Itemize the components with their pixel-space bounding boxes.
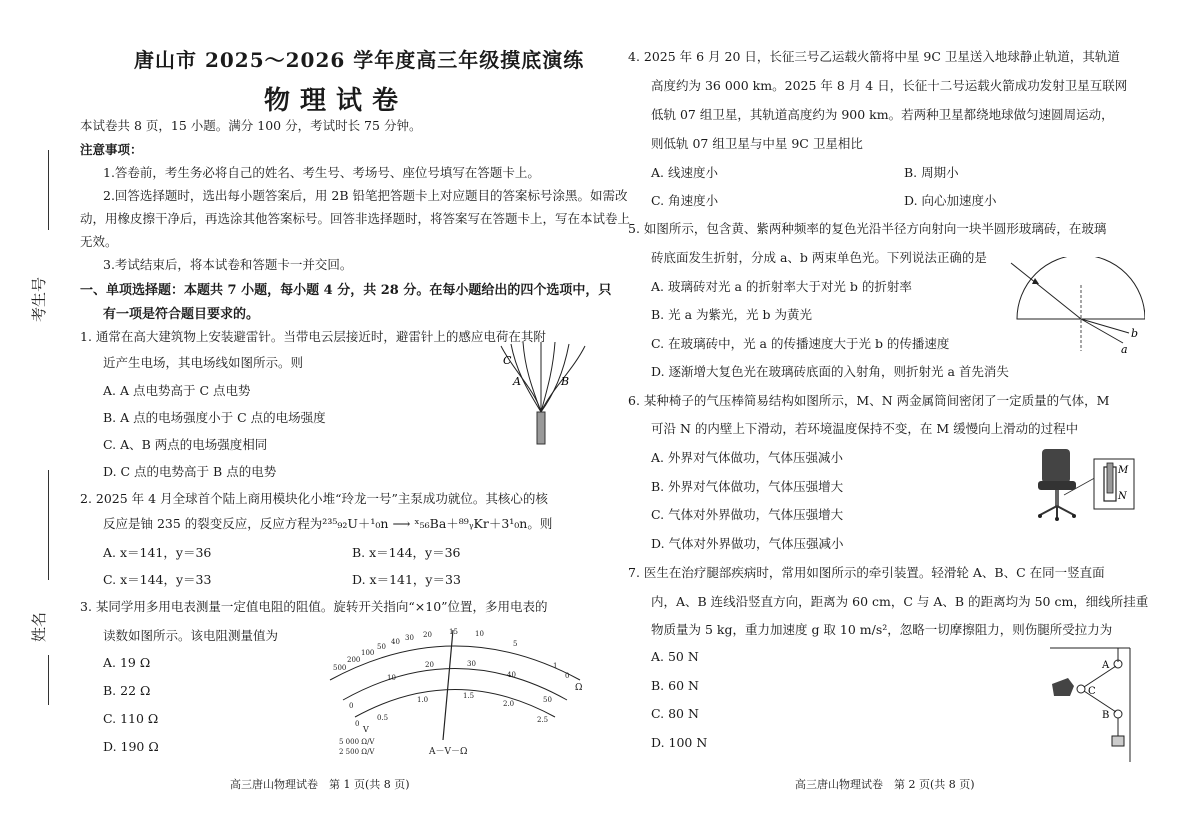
meter-mid-tick-3: 20 [425, 661, 434, 669]
q1-fig-label-c: C [503, 354, 512, 367]
q2-option-d: D. x＝141，y＝33 [352, 572, 461, 587]
q6-fig-label-n: N [1118, 491, 1127, 502]
meter-top-tick-1: 500 [333, 664, 347, 672]
notice-1: 1.答卷前，考生务必将自己的姓名、考生号、考场号、座位号填写在答题卡上。 [103, 165, 540, 180]
q6-stem: 6. 某种椅子的气压棒简易结构如图所示，M、N 两金属筒间密闭了一定质量的气体，M [628, 393, 1110, 408]
meter-top-tick-5: 40 [391, 638, 400, 646]
meter-ohm-symbol: Ω [575, 683, 583, 693]
meter-bottom-tick-1: 0 [355, 720, 360, 728]
meter-mid-tick-4: 30 [467, 660, 476, 668]
meter-spec-2: 2 500 Ω/V [339, 748, 375, 756]
notice-header: 注意事项： [80, 142, 143, 157]
q1-stem: 1. 通常在高大建筑物上安装避雷针。当带电云层接近时，避雷针上的感应电荷在其附 [80, 329, 546, 344]
q4-option-c: C. 角速度小 [651, 193, 719, 208]
q7-fig-label-c: C [1088, 686, 1096, 697]
q3-stem-cont: 读数如图所示。该电阻测量值为 [103, 628, 279, 643]
semicircle-glass-figure [1005, 257, 1145, 357]
q2-stem: 2. 2025 年 4 月全球首个陆上商用模块化小堆“玲龙一号”主泵成功就位。其核心的核 [80, 491, 548, 506]
notice-3: 3.考试结束后，将本试卷和答题卡一并交回。 [103, 257, 353, 272]
meter-top-tick-2: 200 [347, 656, 361, 664]
meter-bottom-tick-5: 2.0 [503, 700, 515, 708]
lightning-rod-field-figure [495, 340, 590, 450]
meter-top-tick-12: 0 [565, 672, 570, 680]
q2-option-a: A. x＝141，y＝36 [103, 545, 212, 560]
meter-top-tick-7: 20 [423, 631, 432, 639]
notice-2: 2.回答选择题时，选出每小题答案后，用 2B 铅笔把答题卡上对应题目的答案标号涂黑。如需改 [103, 188, 628, 203]
q1-option-d: D. C 点的电势高于 B 点的电势 [103, 464, 277, 479]
q5-option-c: C. 在玻璃砖中，光 a 的传播速度大于光 b 的传播速度 [651, 336, 950, 351]
q7-fig-label-b: B [1102, 710, 1110, 721]
exam-number-label: 考生号 [30, 276, 48, 322]
q7-option-b: B. 60 N [651, 678, 699, 693]
q6-fig-label-m: M [1118, 465, 1129, 476]
meter-v-symbol: V [363, 725, 369, 734]
q2-stem-cont: 反应是铀 235 的裂变反应，反应方程为²³⁵₉₂U＋¹₀n ⟶ ˣ₅₆Ba＋⁸⁹ᵧKr＋3¹₀n。则 [103, 516, 553, 531]
meter-top-tick-6: 30 [405, 634, 414, 642]
q6-option-a: A. 外界对气体做功，气体压强减小 [651, 450, 843, 465]
q1-fig-label-a: A [513, 375, 521, 388]
q3-option-c: C. 110 Ω [103, 711, 159, 726]
notice-2-cont: 动，用橡皮擦干净后，再选涂其他答案标号。回答非选择题时，将答案写在答题卡上，写在本试卷上 [80, 211, 631, 226]
left-page-footer: 高三唐山物理试卷 第 1 页(共 8 页) [230, 778, 410, 791]
q1-stem-cont: 近产生电场，其电场线如图所示。则 [103, 355, 304, 370]
q7-option-c: C. 80 N [651, 706, 699, 721]
q5-option-d: D. 逐渐增大复色光在玻璃砖底面的入射角，则折射光 a 首先消失 [651, 364, 1009, 379]
q1-option-a: A. A 点电势高于 C 点电势 [103, 383, 251, 398]
q1-option-c: C. A、B 两点的电场强度相同 [103, 437, 268, 452]
q4-stem-3: 低轨 07 组卫星，其轨道高度约为 900 km。若两种卫星都绕地球做匀速圆周运动， [651, 107, 1114, 122]
q3-stem: 3. 某同学用多用电表测量一定值电阻的阻值。旋转开关指向“×10”位置，多用电表的 [80, 599, 548, 614]
meter-mode-label: A－V－Ω [429, 747, 468, 757]
q7-stem-2: 内，A、B 连线沿竖直方向，距离为 60 cm，C 与 A、B 的距离均为 50 cm，细线所挂重 [651, 594, 1149, 609]
q4-stem-4: 则低轨 07 组卫星与中星 9C 卫星相比 [651, 136, 863, 151]
binding-line-1 [48, 150, 49, 230]
meter-spec-1: 5 000 Ω/V [339, 738, 375, 746]
q7-stem-3: 物质量为 5 kg，重力加速度 g 取 10 m/s²，忽略一切摩擦阻力，则伤腿所受拉力为 [651, 622, 1113, 637]
q4-stem: 4. 2025 年 6 月 20 日，长征三号乙运载火箭将中星 9C 卫星送入地球静止轨道，其轨道 [628, 49, 1120, 64]
meter-bottom-tick-3: 1.0 [417, 696, 429, 704]
q5-option-b: B. 光 a 为紫光，光 b 为黄光 [651, 307, 812, 322]
meter-mid-tick-6: 50 [543, 696, 552, 704]
exam-intro: 本试卷共 8 页，15 小题。满分 100 分，考试时长 75 分钟。 [80, 118, 422, 133]
section1-heading: 一、单项选择题：本题共 7 小题，每小题 4 分，共 28 分。在每小题给出的四个选项中，只 [80, 283, 612, 298]
q4-stem-2: 高度约为 36 000 km。2025 年 8 月 4 日，长征十二号运载火箭成功发射卫星互联网 [651, 78, 1128, 93]
q1-option-b: B. A 点的电场强度小于 C 点的电场强度 [103, 410, 326, 425]
q7-stem: 7. 医生在治疗腿部疾病时，常用如图所示的牵引装置。轻滑轮 A、B、C 在同一竖直面 [628, 565, 1105, 580]
q5-fig-label-a: a [1121, 343, 1128, 356]
q4-option-a: A. 线速度小 [651, 165, 718, 180]
q3-option-a: A. 19 Ω [103, 655, 151, 670]
meter-top-tick-4: 50 [377, 643, 386, 651]
q5-fig-label-b: b [1131, 327, 1139, 340]
meter-top-tick-3: 100 [361, 649, 375, 657]
traction-pulley-figure [1048, 642, 1138, 768]
q1-fig-label-b: B [561, 375, 570, 388]
q7-option-a: A. 50 N [651, 649, 699, 664]
q6-stem-2: 可沿 N 的内壁上下滑动，若环境温度保持不变，在 M 缓慢向上滑动的过程中 [651, 421, 1079, 436]
meter-top-tick-11: 1 [553, 662, 558, 670]
q4-option-d: D. 向心加速度小 [904, 193, 997, 208]
meter-top-tick-10: 5 [513, 640, 518, 648]
multimeter-dial-figure [325, 622, 590, 762]
q3-option-d: D. 190 Ω [103, 739, 159, 754]
notice-2-end: 无效。 [80, 234, 118, 249]
q5-stem-2: 砖底面发生折射，分成 a、b 两束单色光。下列说法正确的是 [651, 250, 987, 265]
meter-top-tick-8: 15 [449, 628, 458, 636]
binding-line-3 [48, 655, 49, 705]
meter-mid-tick-5: 40 [507, 671, 516, 679]
exam-title: 唐山市 2025～2026 学年度高三年级摸底演练 [134, 48, 585, 72]
q2-option-c: C. x＝144，y＝33 [103, 572, 212, 587]
binding-line-2 [48, 470, 49, 580]
q2-option-b: B. x＝144，y＝36 [352, 545, 461, 560]
q5-option-a: A. 玻璃砖对光 a 的折射率大于对光 b 的折射率 [651, 279, 912, 294]
q6-option-c: C. 气体对外界做功，气体压强增大 [651, 507, 844, 522]
name-label: 姓名 [30, 611, 48, 642]
section1-heading-cont: 有一项是符合题目要求的。 [103, 307, 260, 322]
q3-option-b: B. 22 Ω [103, 683, 151, 698]
q7-fig-label-a: A [1102, 660, 1110, 671]
meter-bottom-tick-4: 1.5 [463, 692, 475, 700]
q4-option-b: B. 周期小 [904, 165, 959, 180]
q7-option-d: D. 100 N [651, 735, 708, 750]
meter-bottom-tick-2: 0.5 [377, 714, 389, 722]
q6-option-d: D. 气体对外界做功，气体压强减小 [651, 536, 844, 551]
office-chair-figure [1030, 445, 1140, 525]
subject-title: 物理试卷 [264, 86, 409, 116]
meter-mid-tick-2: 10 [387, 674, 396, 682]
right-page-footer: 高三唐山物理试卷 第 2 页(共 8 页) [795, 778, 975, 791]
meter-mid-tick-1: 0 [349, 702, 354, 710]
q5-stem: 5. 如图所示，包含黄、紫两种频率的复色光沿半径方向射向一块半圆形玻璃砖，在玻璃 [628, 221, 1107, 236]
meter-top-tick-9: 10 [475, 630, 484, 638]
meter-bottom-tick-6: 2.5 [537, 716, 549, 724]
q6-option-b: B. 外界对气体做功，气体压强增大 [651, 479, 844, 494]
